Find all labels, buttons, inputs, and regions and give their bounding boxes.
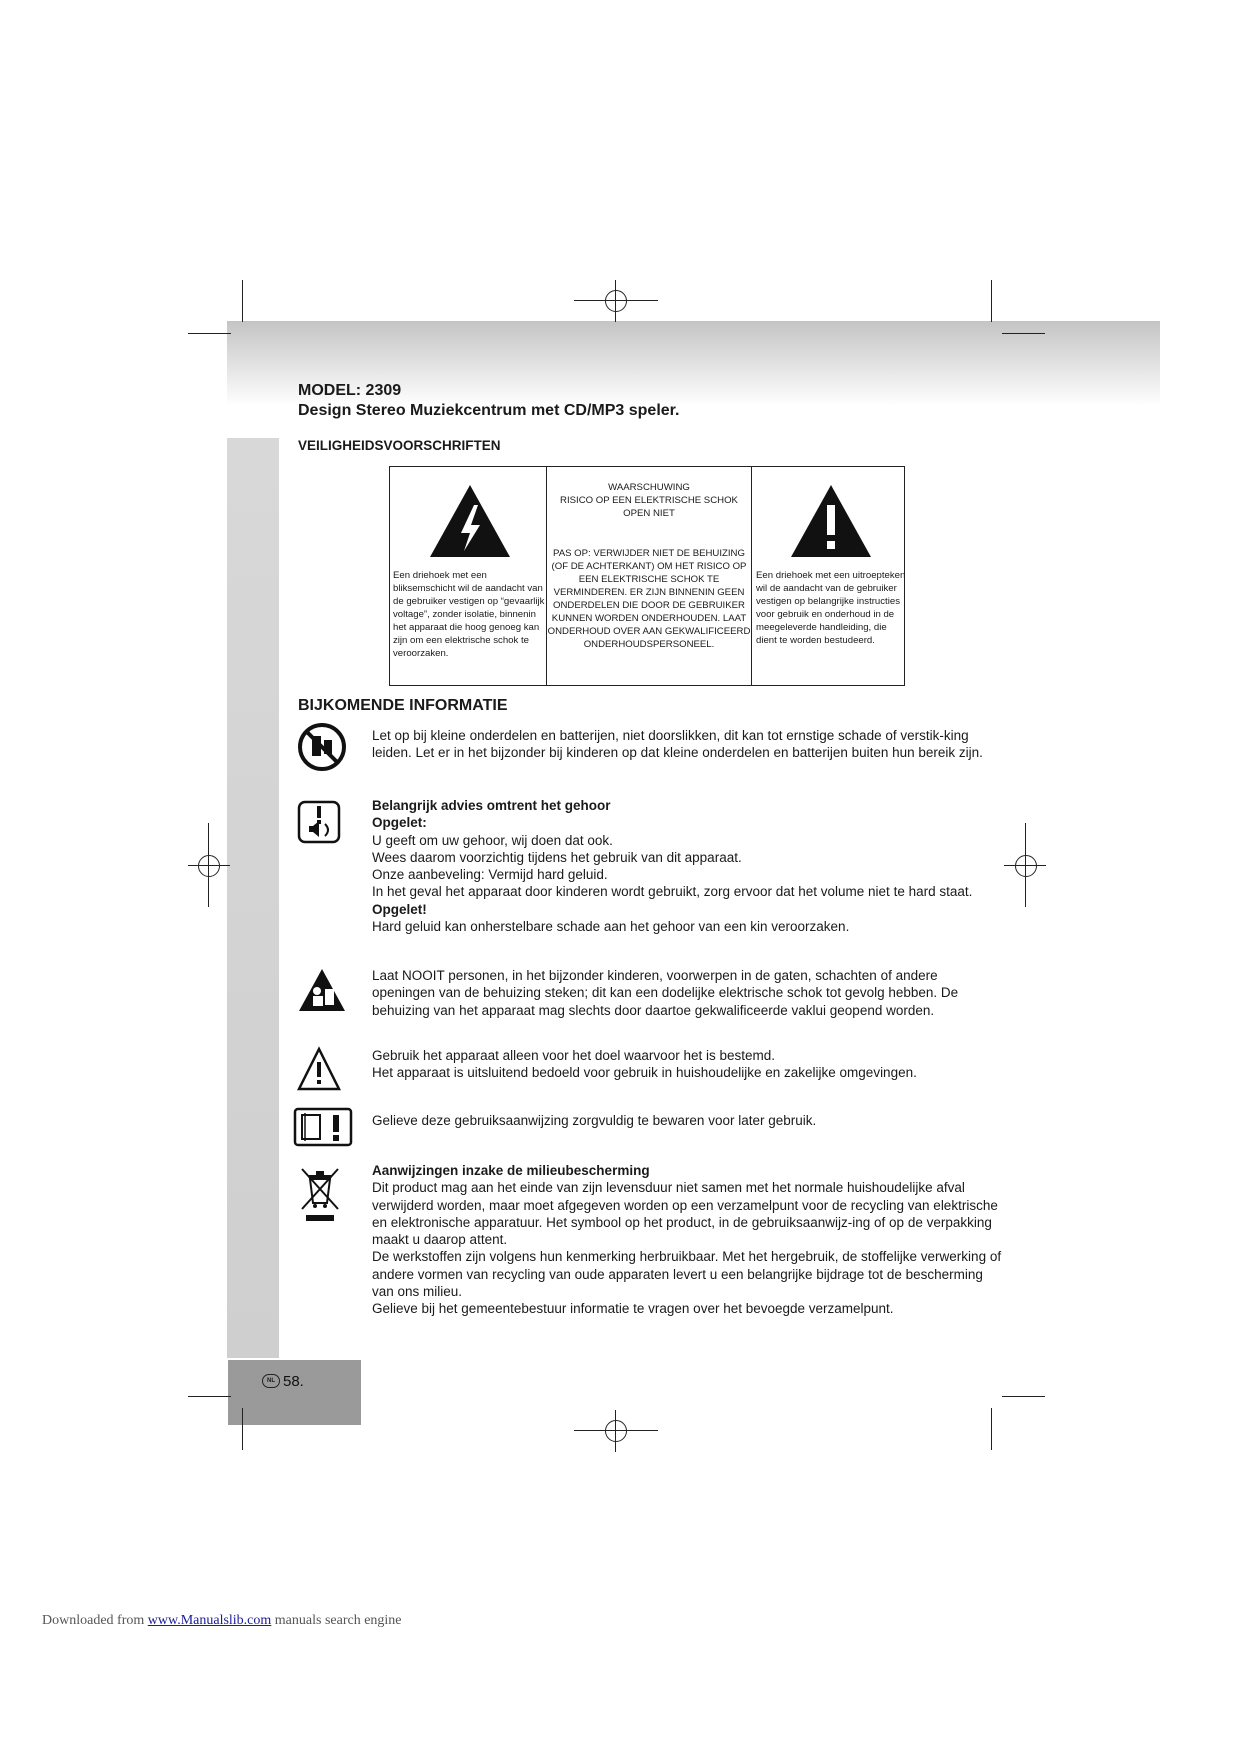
exclamation-warning-text: Een driehoek met een uitroepteken wil de aandacht van de gebruiker vestigen op belangrijke instructies voor gebruik en onderhoud in de meegeleverde handleiding, die dient te worden bestudeerd. — [756, 570, 906, 646]
warning-table-left-cell — [390, 467, 547, 685]
warning-table-right-cell — [752, 467, 904, 685]
usage-line-2: Het apparaat is uitsluitend bedoeld voor gebruik in huishoudelijke en zakelijke omgevingen. — [372, 1065, 917, 1081]
warning-body: PAS OP: VERWIJDER NIET DE BEHUIZING (OF DE ACHTERKANT) OM HET RISICO OP EEN ELEKTRISCHE SCHOK TE VERMINDEREN. ER ZIJN BINNENIN GEEN ONDERDELEN DIE DOOR DE GEBRUIKER KUNNEN WORDEN ONDERHOUDEN. LAAT ONDERHOUD OVER AAN GEKWALIFICEERD ONDERHOUDSPERSONEEL. — [547, 548, 751, 650]
environment-text-1: Dit product mag aan het einde van zijn levensduur niet samen met het normale huishoudelijke afval verwijderd worden, maar moet afgegeven worden op een verzamelpunt voor de recycling van elektrische en elektronische apparatuur. Het symbool op het product, in de gebruiksaanwijz-ing of op de verpakking maakt u daarop attent. — [372, 1180, 998, 1248]
hearing-caution-2: Opgelet! — [372, 901, 427, 917]
warning-do-not-open: OPEN NIET — [623, 508, 675, 519]
weee-bin-icon — [297, 1165, 343, 1223]
manual-book-icon — [293, 1107, 353, 1147]
language-badge: NL — [262, 1374, 280, 1388]
product-description: Design Stereo Muziekcentrum met CD/MP3 speler. — [298, 402, 680, 419]
environment-text-3: Gelieve bij het gemeentebestuur informatie te vragen over het bevoegde verzamelpunt. — [372, 1301, 894, 1317]
objects-warning-text: Laat NOOIT personen, in het bijzonder kinderen, voorwerpen in de gaten, schachten of andere openingen van de behuizing steken; dit kan een dodelijke elektrische schok tot gevolg hebben. De behuizing van het apparaat mag slechts door daartoe gekwalificeerde vaklui geopend worden. — [372, 968, 959, 1018]
warning-heading: WAARSCHUWING — [608, 482, 690, 493]
environment-title: Aanwijzingen inzake de milieubescherming — [372, 1163, 650, 1178]
lightning-warning-icon — [428, 483, 512, 559]
hearing-line-3: Onze aanbeveling: Vermijd hard geluid. — [372, 867, 608, 883]
environment-block — [372, 1162, 1002, 1318]
hearing-warning-icon — [297, 800, 341, 844]
hearing-caution-1: Opgelet: — [372, 815, 427, 831]
model-title: MODEL: 2309 — [298, 382, 402, 399]
warning-table-center-cell — [547, 467, 752, 685]
usage-block — [372, 1047, 1002, 1082]
left-margin-bar — [227, 438, 279, 1358]
hearing-block — [372, 797, 1002, 935]
info-section-title: BIJKOMENDE INFORMATIE — [298, 697, 508, 714]
hearing-line-1: U geeft om uw gehoor, wij doen dat ook. — [372, 832, 613, 848]
hearing-line-4: In het geval het apparaat door kinderen wordt gebruikt, zorg ervoor dat het volume niet te hard staat. — [372, 884, 973, 900]
usage-line-1: Gebruik het apparaat alleen voor het doel waarvoor het is bestemd. — [372, 1048, 775, 1063]
warning-table — [389, 466, 905, 686]
hearing-line-2: Wees daarom voorzichtig tijdens het gebruik van dit apparaat. — [372, 849, 742, 865]
safety-section-title: VEILIGHEIDSVOORSCHRIFTEN — [298, 438, 501, 453]
manualslib-link[interactable]: www.Manualslib.com — [147, 1613, 272, 1628]
page-number: 58. — [283, 1373, 304, 1390]
electric-shock-hazard-icon — [297, 967, 347, 1013]
warning-risk-line: RISICO OP EEN ELEKTRISCHE SCHOK — [560, 495, 738, 506]
environment-text-2: De werkstoffen zijn volgens hun kenmerking herbruikbaar. Met het hergebruik, de stoffelijke verwerking of andere vormen van recycling van oude apparaten levert u een belangrijke bijdrage tot de bescherming van ons milieu. — [372, 1249, 1002, 1300]
download-prefix: Downloaded from — [42, 1613, 148, 1628]
download-suffix: manuals search engine — [271, 1613, 402, 1628]
manual-text: Gelieve deze gebruiksaanwijzing zorgvuldig te bewaren voor later gebruik. — [372, 1113, 817, 1128]
no-swallow-icon — [297, 722, 347, 772]
caution-triangle-icon — [297, 1046, 341, 1092]
exclamation-warning-icon — [789, 483, 873, 559]
download-footer — [42, 1613, 402, 1629]
hearing-line-5: Hard geluid kan onherstelbare schade aan het gehoor van een kin veroorzaken. — [372, 919, 850, 935]
hearing-title: Belangrijk advies omtrent het gehoor — [372, 798, 611, 813]
small-parts-text: Let op bij kleine onderdelen en batterijen, niet doorslikken, dit kan tot ernstige schade of verstik-king leiden. Let er in het bijzonder bij kinderen op dat kleine onderdelen en batterijen buiten hun bereik zijn. — [372, 728, 983, 761]
footer-page-box — [228, 1360, 361, 1425]
lightning-warning-text: Een driehoek met een bliksemschicht wil de aandacht van de gebruiker vestigen op “gevaarlijk voltage”, zonder isolatie, binnenin het apparaat die hoog genoeg kan zijn om een elektrische schok te veroorzaken. — [393, 570, 545, 659]
warning-heading-block — [547, 481, 751, 520]
